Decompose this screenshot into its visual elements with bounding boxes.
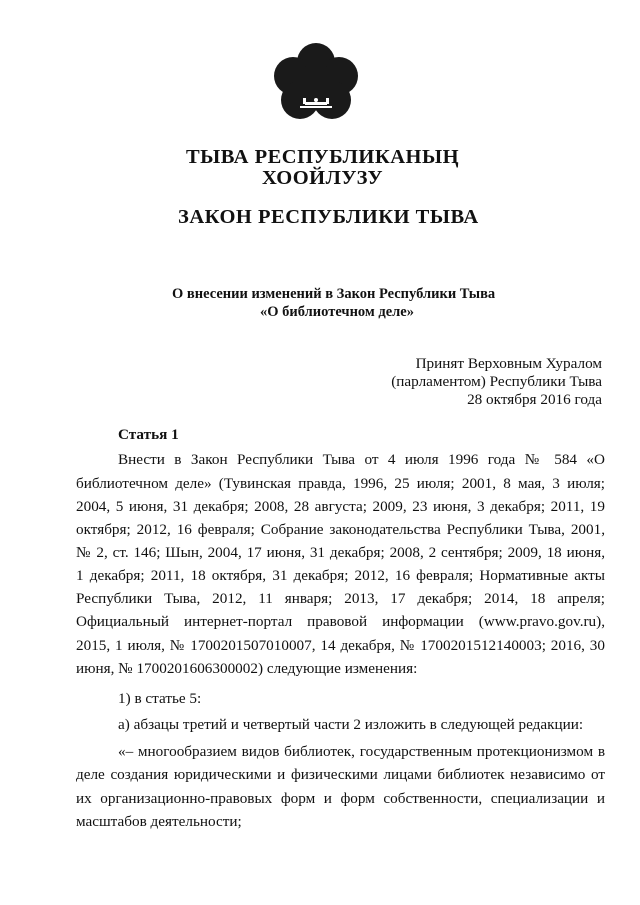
tuva-emblem-icon: [270, 42, 362, 122]
adoption-line3: 28 октября 2016 года: [467, 391, 602, 408]
quote-line: масштабов деятельности;: [76, 813, 242, 830]
list-item-a: а) абзацы третий и четвертый части 2 изложить в следующей редакции:: [118, 716, 584, 733]
header-russian: ЗАКОН РЕСПУБЛИКИ ТЫВА: [178, 206, 479, 228]
list-item-1: 1) в статье 5:: [118, 690, 202, 707]
law-title-line2: «О библиотечном деле»: [260, 304, 414, 320]
header-tuvan-line1: ТЫВА РЕСПУБЛИКАНЫҢ: [186, 146, 460, 168]
paragraph-line: 2004, 5 июня, 31 декабря; 2008, 28 августа; 2009, 23 июня, 3 декабря; 2011, 19: [76, 498, 605, 515]
paragraph-line: 1 декабря; 2011, 18 октября, 31 декабря; 2012, 16 февраля; Нормативные акты: [76, 567, 605, 584]
paragraph-line: № 2, ст. 146; Шын, 2004, 17 июня, 31 декабря; 2008, 2 сентября; 2009, 18 июня,: [76, 544, 605, 561]
paragraph-line: июня, № 1700201606300002) следующие изменения:: [76, 660, 418, 677]
paragraph-line: библиотечном деле» (Тувинская правда, 1996, 25 июля; 2001, 8 мая, 3 июля;: [76, 475, 605, 492]
paragraph-line: Республики Тыва, 2012, 11 января; 2013, 17 декабря; 2014, 18 апреля;: [76, 590, 605, 607]
quote-line: «– многообразием видов библиотек, государственным протекционизмом в: [118, 743, 605, 760]
quote-line: их организационно-правовых форм и форм собственности, специализации и: [76, 790, 605, 807]
paragraph-line: 2015, 1 июля, № 1700201507010007, 14 декабря, № 1700201512140003; 2016, 30: [76, 637, 605, 654]
adoption-line2: (парламентом) Республики Тыва: [391, 373, 602, 390]
article-heading: Статья 1: [118, 426, 179, 443]
law-title-line1: О внесении изменений в Закон Республики Тыва: [172, 286, 496, 302]
quote-line: деле создания юридическими и физическими лицами библиотек независимо от: [76, 766, 605, 783]
paragraph-line: Внести в Закон Республики Тыва от 4 июля 1996 года № 584 «О: [118, 451, 605, 468]
adoption-line1: Принят Верховным Хуралом: [415, 355, 602, 372]
paragraph-line: Официальный интернет-портал правовой информации (www.pravo.gov.ru),: [76, 613, 605, 630]
header-tuvan-line2: ХООЙЛУЗУ: [262, 167, 384, 189]
paragraph-line: октября; 2012, 16 февраля; Собрание законодательства Республики Тыва, 2001,: [76, 521, 605, 538]
